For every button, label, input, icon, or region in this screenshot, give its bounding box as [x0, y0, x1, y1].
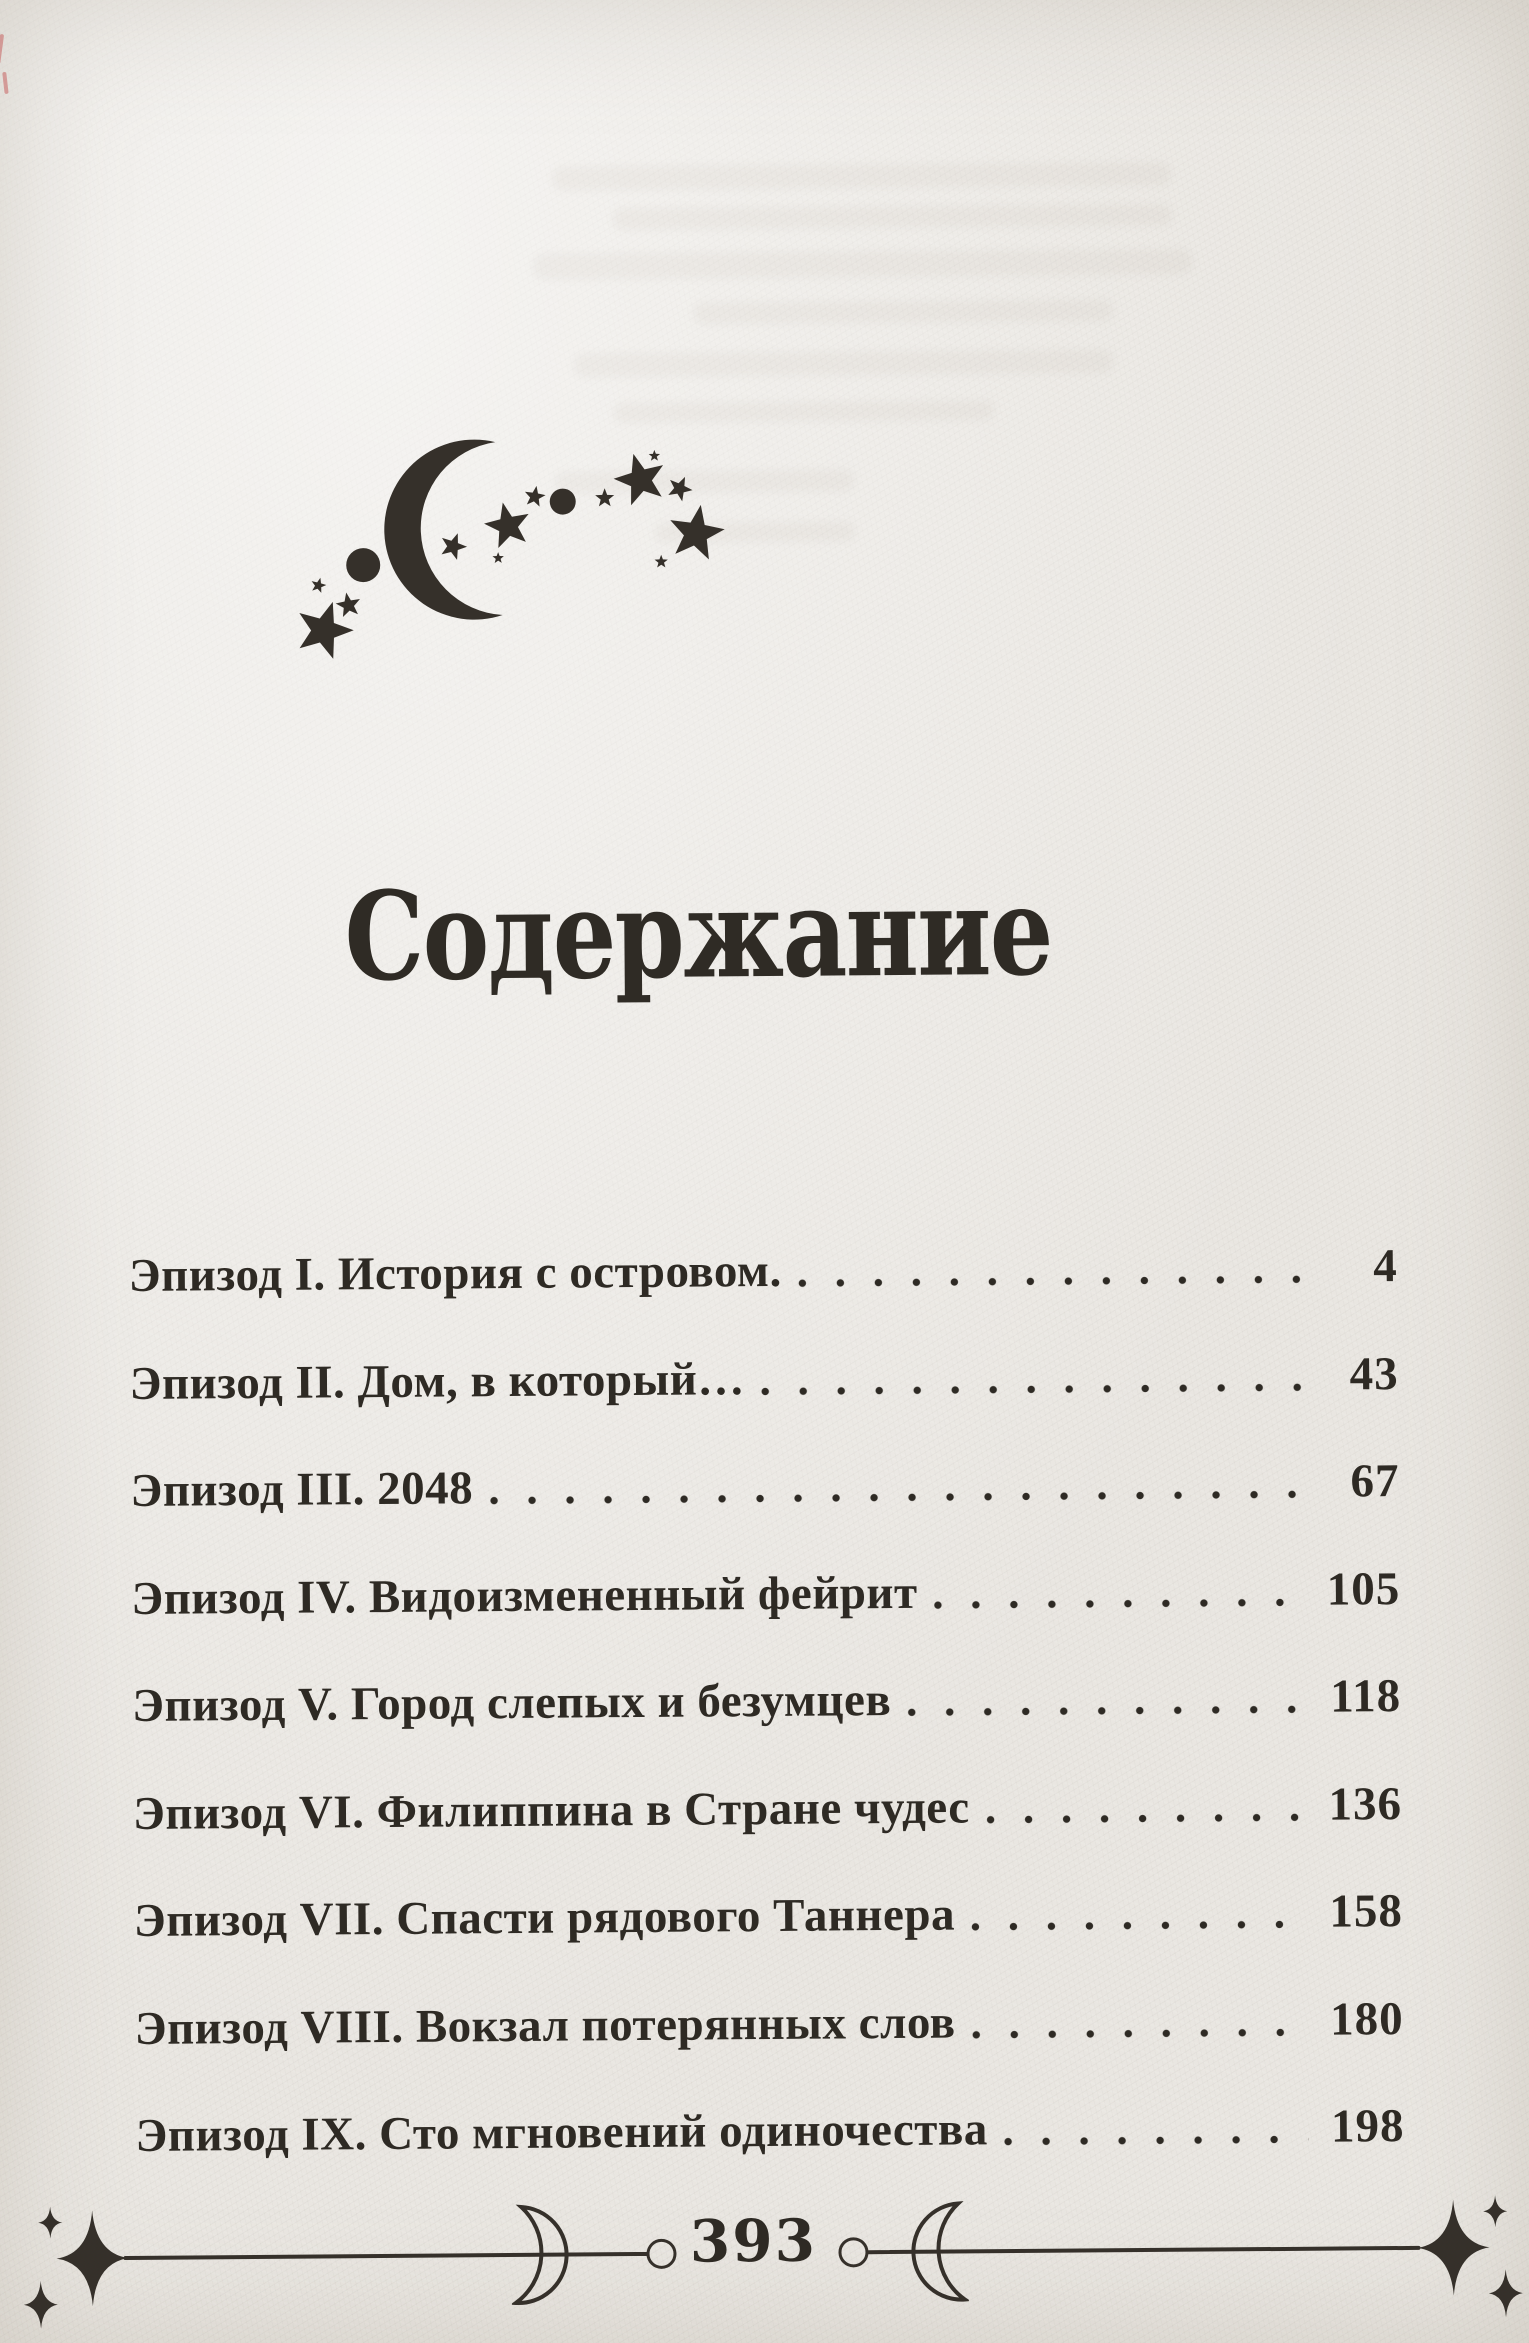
star-icon — [523, 484, 547, 507]
star-icon — [664, 472, 696, 504]
moon-stars-vignette — [187, 415, 734, 669]
dot-leader — [781, 1239, 1310, 1351]
dot-leader — [745, 1346, 1312, 1458]
toc-entry — [132, 1668, 1402, 1785]
star-icon — [609, 447, 672, 508]
dot-icon — [346, 548, 380, 582]
dot-leader — [969, 1776, 1314, 1886]
toc-entry-page: 105 — [1326, 1562, 1401, 1616]
crescent-left-icon — [511, 2203, 572, 2308]
toc-entry-page: 67 — [1350, 1455, 1400, 1508]
dot-leader — [891, 1669, 1314, 1780]
toc-entry-page: 118 — [1330, 1670, 1402, 1723]
toc-entry-label: Эпизод IV. Видоизмененный фейрит — [131, 1566, 918, 1625]
toc-entry — [133, 1776, 1403, 1893]
star-icon — [665, 500, 728, 561]
dot-icon — [550, 488, 576, 514]
circle-ornament — [646, 2239, 676, 2269]
star-icon — [309, 576, 327, 594]
scan-artifact — [0, 34, 4, 64]
page-title: Содержание — [344, 858, 1053, 1009]
toc-entry-label: Эпизод III. 2048 — [130, 1462, 474, 1517]
toc-entry-page: 43 — [1349, 1347, 1399, 1400]
page-number: 393 — [689, 2206, 818, 2276]
toc-entry — [131, 1561, 1401, 1678]
show-through-text — [0, 0, 1520, 6]
toc-entry-label: Эпизод IX. Сто мгновений одиночества — [135, 2103, 988, 2162]
star-icon — [480, 498, 534, 550]
toc-entry-label: Эпизод V. Город слепых и безумцев — [131, 1674, 892, 1732]
scan-artifact — [2, 72, 8, 94]
dot-leader — [955, 1884, 1316, 1994]
toc-entry-page: 180 — [1329, 1992, 1404, 2046]
dot-leader — [473, 1454, 1312, 1568]
toc-entry-label: Эпизод II. Дом, в который… — [129, 1352, 746, 1410]
toc-entry-label: Эпизод I. История с островом. — [128, 1244, 782, 1302]
toc-entry — [129, 1238, 1399, 1355]
sparkle-stars-icon — [1409, 2189, 1529, 2320]
star-icon — [649, 450, 660, 461]
circle-ornament — [838, 2237, 868, 2267]
star-icon — [654, 555, 667, 568]
toc-entry-page: 136 — [1328, 1777, 1403, 1831]
toc-entry — [130, 1453, 1400, 1570]
crescent-moon-icon — [384, 439, 503, 620]
sparkle-stars-icon — [16, 2200, 137, 2331]
dot-leader — [917, 1561, 1313, 1672]
toc-entry-label: Эпизод VIII. Вокзал потерянных слов — [134, 1996, 956, 2055]
toc-entry-page: 158 — [1329, 1885, 1404, 1938]
toc-entry-label: Эпизод VI. Филиппина в Стране чудес — [132, 1780, 970, 1840]
toc-entry-page: 4 — [1373, 1240, 1398, 1293]
dot-leader — [955, 1991, 1316, 2101]
star-icon — [595, 488, 614, 506]
toc-entry — [129, 1346, 1399, 1463]
toc-list — [129, 1238, 1406, 2215]
star-icon — [492, 552, 503, 563]
star-icon — [437, 529, 471, 562]
toc-entry-page: 198 — [1330, 2100, 1405, 2153]
footer-ornament — [8, 2179, 1529, 2343]
toc-entry — [134, 1991, 1404, 2108]
toc-entry-label: Эпизод VII. Спасти рядового Таннера — [133, 1888, 956, 1947]
toc-entry — [134, 1883, 1404, 2000]
star-icon — [334, 590, 363, 618]
